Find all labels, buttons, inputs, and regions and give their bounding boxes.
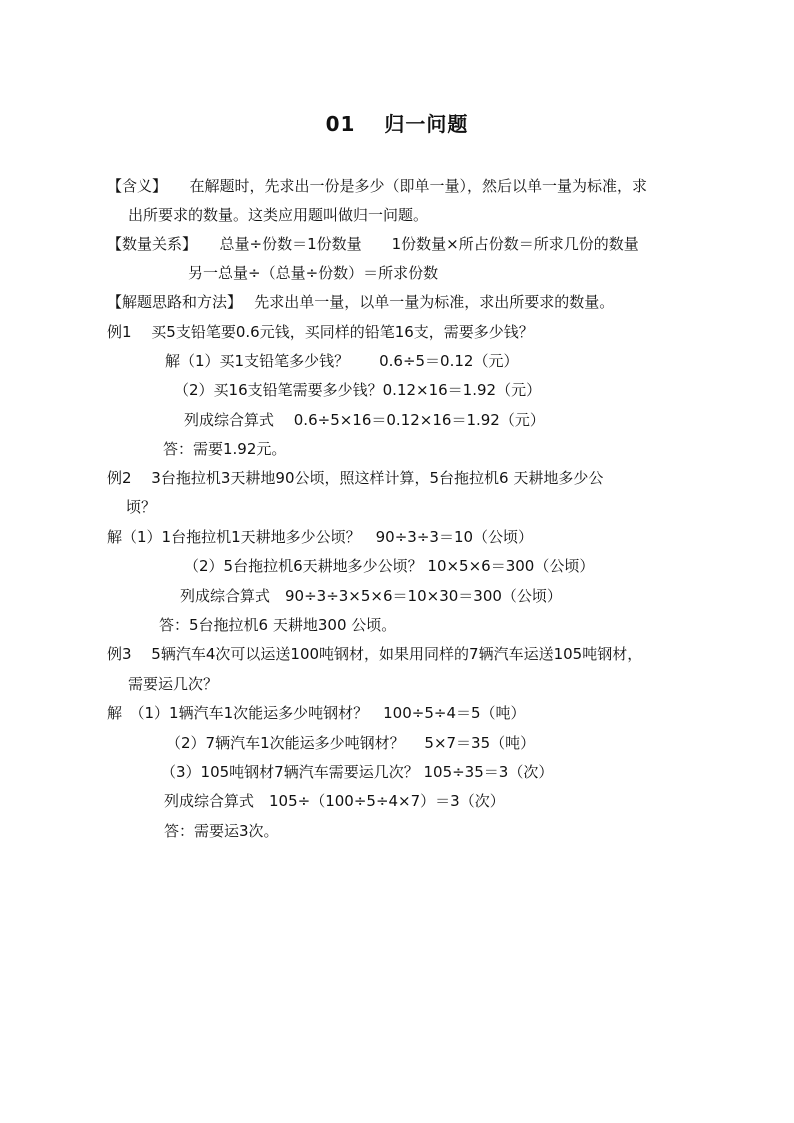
definition-line-1: 【含义】 在解题时，先求出一份是多少（即单一量），然后以单一量为标准，求 [107, 177, 648, 195]
method-line: 【解题思路和方法】 先求出单一量，以单一量为标准，求出所要求的数量。 [107, 293, 615, 311]
example-1-formula: 列成综合算式 0.6÷5×16＝0.12×16＝1.92（元） [184, 411, 545, 429]
example-2-formula: 列成综合算式 90÷3÷3×5×6＝10×30＝300（公顷） [180, 587, 562, 605]
example-1-question: 例1 买5支铅笔要0.6元钱，买同样的铅笔16支，需要多少钱？ [107, 323, 534, 341]
example-2-step-1: 解（1）1台拖拉机1天耕地多少公顷？ 90÷3÷3＝10（公顷） [107, 528, 534, 546]
example-2-question-line-1: 例2 3台拖拉机3天耕地90公顷，照这样计算，5台拖拉机6 天耕地多少公 [107, 469, 604, 487]
example-2-step-2: （2）5台拖拉机6天耕地多少公顷？ 10×5×6＝300（公顷） [184, 557, 595, 575]
example-3-question-line-1: 例3 5辆汽车4次可以运送100吨钢材，如果用同样的7辆汽车运送105吨钢材， [107, 645, 643, 663]
example-3-answer: 答：需要运3次。 [164, 822, 279, 840]
example-1-answer: 答：需要1.92元。 [163, 440, 287, 458]
definition-line-2: 出所要求的数量。这类应用题叫做归一问题。 [128, 206, 429, 224]
example-3-step-2: （2）7辆汽车1次能运多少吨钢材？ 5×7＝35（吨） [166, 734, 536, 752]
relation-line-2: 另一总量÷（总量÷份数）＝所求份数 [188, 264, 439, 282]
example-3-step-3: （3）105吨钢材7辆汽车需要运几次？ 105÷35＝3（次） [161, 763, 554, 781]
example-3-formula: 列成综合算式 105÷（100÷5÷4×7）＝3（次） [164, 792, 505, 810]
example-3-question-line-2: 需要运几次？ [128, 675, 219, 693]
page-title: 01 归一问题 [325, 112, 469, 136]
example-2-question-line-2: 顷？ [126, 498, 157, 516]
example-3-step-1: 解 （1）1辆汽车1次能运多少吨钢材？ 100÷5÷4＝5（吨） [107, 704, 526, 722]
example-2-answer: 答：5台拖拉机6 天耕地300 公顷。 [159, 616, 397, 634]
example-1-step-1: 解（1）买1支铅笔多少钱？ 0.6÷5＝0.12（元） [165, 352, 519, 370]
example-1-step-2: （2）买16支铅笔需要多少钱？0.12×16＝1.92（元） [174, 381, 542, 399]
relation-line-1: 【数量关系】 总量÷份数＝1份数量 1份数量×所占份数＝所求几份的数量 [107, 235, 639, 253]
